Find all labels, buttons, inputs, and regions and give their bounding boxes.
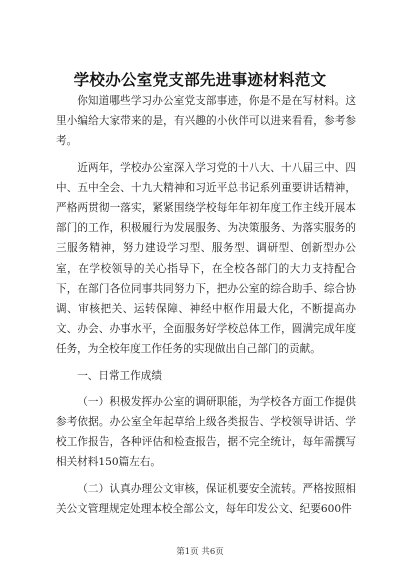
- intro-paragraph: 你知道哪些学习办公室党支部事迹，你是不是在写材料。这里小编给大家带来的是，有兴趣的小伙伴可以进来看看，参考参考。: [56, 95, 356, 148]
- section-heading: 一、日常工作成绩: [77, 369, 162, 382]
- document-body: [56, 91, 356, 525]
- item-two-paragraph: （二）认真办理公文审核，保证机要安全流转。严格按照相关公文管理规定处理本校全部公文，每年印发公文、纪要600件: [56, 482, 356, 515]
- document-title: 学校办公室党支部先进事迹材料范文: [73, 70, 327, 89]
- summary-paragraph: 近两年，学校办公室深入学习党的十八大、十八届三中、四中、五中全会、十九大精神和习近平总书记系列重要讲话精神，严格两贯彻一落实，紧紧围绕学校每年年初年度工作主线开展本部门的工作，积极履行为发展服务、为决策服务、为落实服务的三服务精神，努力建设学习型、服务型、调研型、创新型办公室，在学校领导的关心指导下，在全校各部门的大力支持配合下，在部门各位同事共同努力下，把办公室的综合助手、综合协调、审核把关、运转保障、神经中枢作用最大化，不断提高办文、办会、办事水平，全面服务好学校总体工作，圆满完成年度任务，为全校年度工作任务的实现做出自己部门的贡献。: [56, 161, 356, 356]
- item-one-paragraph: （一）积极发挥办公室的调研职能，为学校各方面工作提供参考依据。办公室全年起草给上级各类报告、学校领导讲话、学校工作报告，各种评估和检查报告，据不完全统计，每年需撰写相关材料150篇左右。: [56, 395, 356, 469]
- page-footer: 第1页 共6页: [176, 547, 224, 557]
